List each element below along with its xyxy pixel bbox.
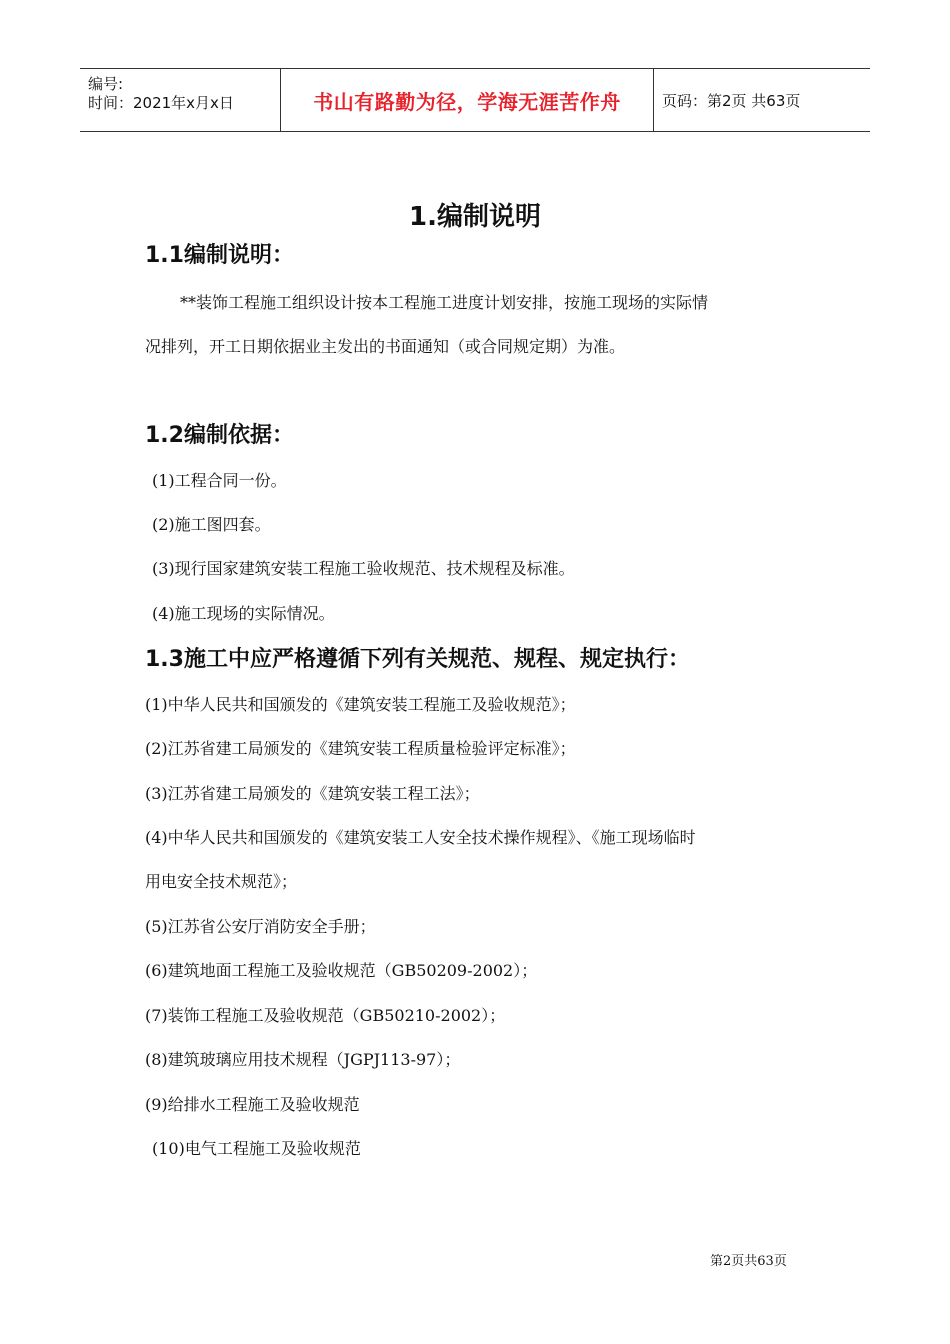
standard-item: (10)电气工程施工及验收规范	[152, 1139, 361, 1158]
standard-item: (2)江苏省建工局颁发的《建筑安装工程质量检验评定标准》；	[145, 739, 576, 758]
standard-item: (3)江苏省建工局颁发的《建筑安装工程工法》；	[145, 784, 480, 803]
standard-item: (6)建筑地面工程施工及验收规范（GB50209-2002）；	[145, 961, 538, 980]
header-time: 时间：2021年x月x日	[88, 94, 234, 112]
header-number: 编号:	[88, 75, 124, 93]
basis-item: (1)工程合同一份。	[152, 471, 287, 490]
page-footer: 第2页共63页	[710, 1254, 787, 1269]
page-title: 1.编制说明	[409, 202, 541, 232]
section-1-line-2: 况排列，开工日期依据业主发出的书面通知（或合同规定期）为准。	[145, 337, 626, 356]
header-motto: 书山有路勤为径，学海无涯苦作舟	[281, 69, 654, 131]
page-header	[80, 68, 870, 132]
standard-item-continued: 用电安全技术规范》；	[145, 872, 298, 891]
basis-item: (4)施工现场的实际情况。	[152, 604, 335, 623]
standard-item: (8)建筑玻璃应用技术规程（JGPJ113-97）；	[145, 1050, 461, 1069]
section-3-heading: 1.3施工中应严格遵循下列有关规范、规程、规定执行：	[145, 647, 690, 672]
standard-item: (4)中华人民共和国颁发的《建筑安装工人安全技术操作规程》、《施工现场临时	[145, 828, 696, 847]
section-1-line-1: **装饰工程施工组织设计按本工程施工进度计划安排，按施工现场的实际情	[180, 293, 709, 312]
section-2-heading: 1.2编制依据：	[145, 423, 294, 448]
header-meta	[80, 69, 281, 131]
standard-item: (9)给排水工程施工及验收规范	[145, 1095, 360, 1114]
standard-item: (5)江苏省公安厅消防安全手册；	[145, 917, 376, 936]
standard-item: (7)装饰工程施工及验收规范（GB50210-2002）；	[145, 1006, 506, 1025]
basis-item: (3)现行国家建筑安装工程施工验收规范、技术规程及标准。	[152, 559, 575, 578]
standard-item: (1)中华人民共和国颁发的《建筑安装工程施工及验收规范》；	[145, 695, 576, 714]
section-1-heading: 1.1编制说明：	[145, 243, 294, 268]
header-page: 页码：第2页 共63页	[662, 91, 801, 110]
basis-item: (2)施工图四套。	[152, 515, 271, 534]
